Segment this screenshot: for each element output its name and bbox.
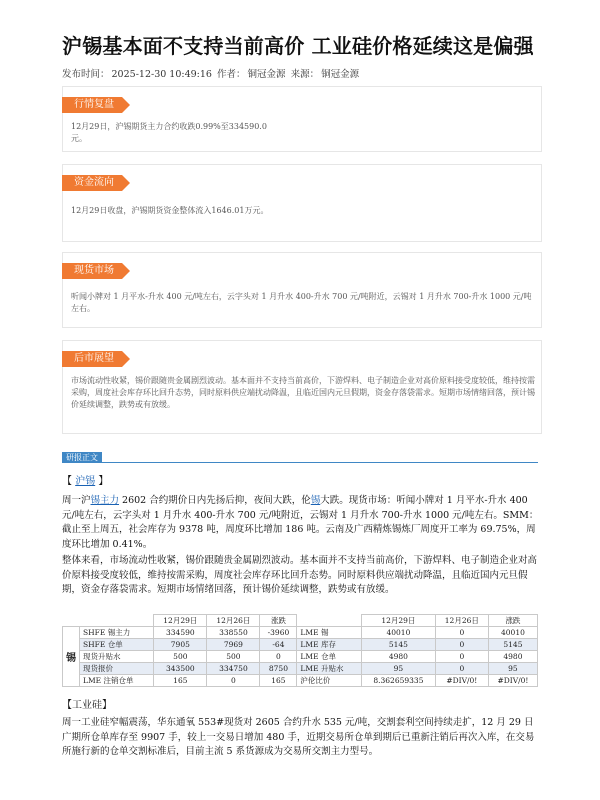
label-header-cell xyxy=(297,615,362,627)
table-row xyxy=(63,663,538,675)
source-name: 铜冠金源 xyxy=(321,69,360,80)
author-label: 作者： xyxy=(217,69,246,80)
cell: 0 xyxy=(435,627,488,639)
label-header-cell xyxy=(80,615,154,627)
cell: 5145 xyxy=(488,639,537,651)
cell: 7905 xyxy=(154,639,207,651)
card-body: 12月29日，沪锡期货主力合约收跌0.99%至334590.0元。 xyxy=(71,122,267,143)
card-market-review xyxy=(62,86,542,152)
cell: 40010 xyxy=(488,627,537,639)
cell: #DIV/0! xyxy=(435,675,488,687)
cell: 334590 xyxy=(154,627,207,639)
publish-label: 发布时间： xyxy=(62,69,110,80)
article-title: 沪锡基本面不支持当前高价 工业硅价格延续这是偏强 xyxy=(62,34,534,58)
tin-data-table xyxy=(62,614,538,687)
bracket-close: 】 xyxy=(95,476,109,487)
tin-link[interactable]: 沪锡 xyxy=(75,476,96,487)
card-outlook xyxy=(62,340,542,434)
cell: 500 xyxy=(207,651,260,663)
header-cell: 12月26日 xyxy=(435,615,488,627)
row-label: SHFE 仓单 xyxy=(80,639,154,651)
card-fund-flow xyxy=(62,164,542,242)
text-segment: 大跌。现货市场：听闻小牌对 1 月平水-升水 400 元/吨左右，云字头对 1 月升水 400-升水 700 元/吨附近，云锡对 1 月升水 700-升水 1000 元/吨左右。SMM：截止至上周五，社会库存为 9378 吨，周度环比增加 186 吨。云南及广西精炼锡炼厂周度开工率为 69.75%，周度环比增加 0.41%。 xyxy=(62,495,539,550)
row-label: 沪伦比价 xyxy=(297,675,362,687)
cell: 4980 xyxy=(362,651,436,663)
article-meta xyxy=(62,66,361,80)
side-label: 锡 xyxy=(63,627,80,687)
header-cell: 涨跌 xyxy=(488,615,537,627)
cell: -64 xyxy=(260,639,297,651)
cell: 0 xyxy=(207,675,260,687)
cell: -3960 xyxy=(260,627,297,639)
section-divider xyxy=(62,462,538,463)
cell: 0 xyxy=(435,651,488,663)
cell: 0 xyxy=(435,663,488,675)
table-row xyxy=(63,639,538,651)
cell: 500 xyxy=(154,651,207,663)
card-body: 市场流动性收紧，锡价跟随贵金属剧烈波动。基本面并不支持当前高价，下游焊料、电子制造企业对高价原料接受度较低，维持按需采购，周度社会库存环比回升态势，同时原料供应端扰动降温，且临近国内元旦假期，资金存落袋需求。短期市场情绪回落，预计锡价延续调整，跌势或有放缓。 xyxy=(71,376,535,409)
text-segment: 2602 合约期价日内先扬后抑，夜间大跌，伦 xyxy=(119,495,311,506)
header-cell: 12月29日 xyxy=(362,615,436,627)
table-row xyxy=(63,675,538,687)
cell: 0 xyxy=(435,639,488,651)
card-tag: 后市展望 xyxy=(62,351,122,367)
table-header-row xyxy=(63,615,538,627)
cell: 343500 xyxy=(154,663,207,675)
cell: 165 xyxy=(260,675,297,687)
silicon-paragraph: 周一工业硅窄幅震荡，华东通氧 553#现货对 2605 合约升水 535 元/吨，交割套利空间持续走扩，12 月 29 日广期所仓单库存至 9907 手，较上一交易日增加 480 手，近期交易所仓单到期后已重新注销后再次入库，在交易所施行新的仓单交割标准后，目前主流 5 系货源成为交易所交割主力型号。 xyxy=(62,717,535,757)
bracket-open: 【 xyxy=(62,476,76,487)
cell: #DIV/0! xyxy=(488,675,537,687)
card-body: 12月29日收盘，沪锡期货资金整体流入1646.01万元。 xyxy=(71,206,269,215)
lme-tin-link[interactable]: 锡 xyxy=(310,495,321,506)
tin-paragraph-1 xyxy=(62,494,540,552)
silicon-heading: 【工业硅】 xyxy=(62,700,112,711)
cell: 165 xyxy=(154,675,207,687)
card-body: 听闻小牌对 1 月平水-升水 400 元/吨左右，云字头对 1 月升水 400-升水 700 元/吨附近，云锡对 1 月升水 700-升水 1000 元/吨左右。 xyxy=(71,292,532,313)
tin-paragraph-2: 整体来看，市场流动性收紧，锡价跟随贵金属剧烈波动。基本面并不支持当前高价，下游焊料、电子制造企业对高价原料接受度较低，维持按需采购，周度社会库存环比回升态势。同时原料供应端扰动降温，且临近国内元旦假期，资金存落袋需求。短期市场情绪回落，预计锡价延续调整，跌势或有放缓。 xyxy=(62,555,538,595)
table-row xyxy=(63,651,538,663)
card-tag: 现货市场 xyxy=(62,263,122,279)
tin-heading xyxy=(62,472,108,487)
cell: 7969 xyxy=(207,639,260,651)
cell: 40010 xyxy=(362,627,436,639)
cell: 338550 xyxy=(207,627,260,639)
row-label: LME 库存 xyxy=(297,639,362,651)
table-row xyxy=(63,627,538,639)
card-tag: 行情复盘 xyxy=(62,97,122,113)
card-spot-market xyxy=(62,252,542,328)
row-label: LME 注销仓单 xyxy=(80,675,154,687)
row-label: 现货升贴水 xyxy=(80,651,154,663)
row-label: LME 仓单 xyxy=(297,651,362,663)
row-label: LME 升贴水 xyxy=(297,663,362,675)
corner-cell xyxy=(63,615,80,627)
author-name: 铜冠金源 xyxy=(247,69,286,80)
cell: 8750 xyxy=(260,663,297,675)
text-segment: 周一沪 xyxy=(62,495,91,506)
card-tag: 资金流向 xyxy=(62,175,122,191)
cell: 0 xyxy=(260,651,297,663)
row-label: LME 锡 xyxy=(297,627,362,639)
header-cell: 12月26日 xyxy=(207,615,260,627)
cell: 8.362659335 xyxy=(362,675,436,687)
tin-main-link[interactable]: 锡主力 xyxy=(90,495,120,506)
section-label: 研报正文 xyxy=(62,452,102,463)
cell: 5145 xyxy=(362,639,436,651)
source-label: 来源： xyxy=(290,69,320,80)
publish-time: 2025-12-30 10:49:16 xyxy=(111,69,212,80)
header-cell: 涨跌 xyxy=(260,615,297,627)
row-label: 现货报价 xyxy=(80,663,154,675)
row-label: SHFE 锡主力 xyxy=(80,627,154,639)
cell: 95 xyxy=(488,663,537,675)
header-cell: 12月29日 xyxy=(154,615,207,627)
cell: 95 xyxy=(362,663,436,675)
cell: 334750 xyxy=(207,663,260,675)
cell: 4980 xyxy=(488,651,537,663)
